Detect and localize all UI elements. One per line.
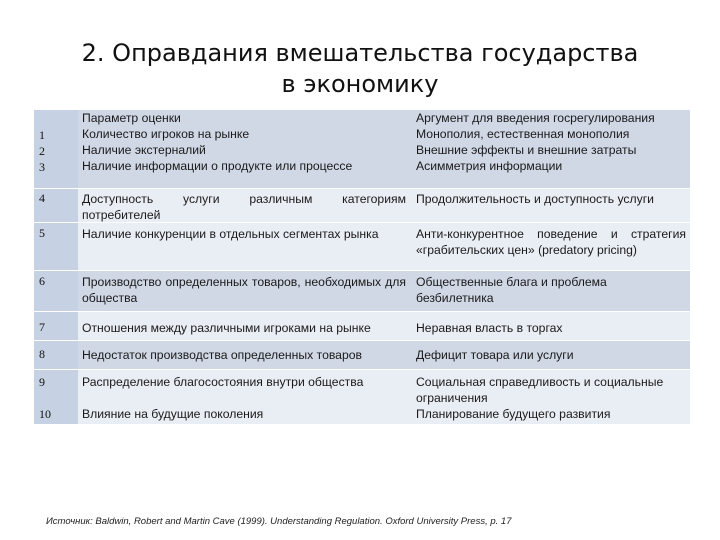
argument-text: Неравная власть в торгах: [410, 312, 690, 340]
argument-text: Продолжительность и доступность услуги: [410, 189, 690, 222]
row-number: 5: [34, 223, 78, 270]
argument-text: Внешние эффекты и внешние затраты: [416, 143, 637, 157]
parameter-cell: [78, 110, 410, 188]
parameter-text: Распределение благосостояния внутри общества: [82, 375, 364, 389]
row-number: 1: [39, 128, 45, 142]
table-row: [34, 189, 690, 222]
row-number: 10: [39, 407, 51, 421]
row-number: 9: [39, 375, 45, 389]
justification-table: [34, 110, 690, 425]
parameter-text: Влияние на будущие поколения: [82, 407, 264, 421]
slide-title-line2: в экономику: [281, 70, 439, 98]
argument-text: Социальная справедливость и социальные ограничения: [416, 375, 664, 405]
parameter-text: Доступность услуги различным категориям потребителей: [78, 189, 410, 222]
parameter-text: Недостаток производства определенных товаров: [78, 341, 410, 369]
slide-title: [0, 38, 720, 100]
row-number: 7: [34, 312, 78, 340]
parameter-text: Количество игроков на рынке: [82, 127, 250, 141]
argument-text: Монополия, естественная монополия: [416, 127, 630, 141]
header-parameter: Параметр оценки: [82, 111, 181, 125]
table-row: [34, 341, 690, 369]
row-number-cell: [34, 110, 78, 188]
argument-text: Дефицит товара или услуги: [410, 341, 690, 369]
argument-text: Планирование будущего развития: [416, 407, 611, 421]
header-argument: Аргумент для введения госрегулирования: [416, 111, 655, 125]
source-citation: Источник: Baldwin, Robert and Martin Cave (1999). Understanding Regulation. Oxford University Press, p. 17: [46, 516, 512, 527]
table-row-group-2: [34, 370, 690, 424]
argument-text: Асимметрия информации: [416, 159, 563, 173]
parameter-text: Наличие конкуренции в отдельных сегментах рынка: [78, 223, 410, 270]
parameter-text: Наличие экстерналий: [82, 143, 206, 157]
argument-cell: [410, 370, 690, 424]
argument-text: Общественные блага и проблема безбилетника: [410, 271, 690, 311]
parameter-text: Отношения между различными игроками на рынке: [78, 312, 410, 340]
row-number: 3: [39, 160, 45, 174]
argument-cell: [410, 110, 690, 188]
row-number: 8: [34, 341, 78, 369]
parameter-text: Производство определенных товаров, необходимых для общества: [78, 271, 410, 311]
row-number-cell: [34, 370, 78, 424]
table-row: [34, 271, 690, 311]
parameter-cell: [78, 370, 410, 424]
slide-title-line1: 2. Оправдания вмешательства государства: [81, 39, 639, 67]
row-number: 6: [34, 271, 78, 311]
table-row: [34, 223, 690, 270]
argument-text: Анти-конкурентное поведение и стратегия «грабительских цен» (predatory pricing): [410, 223, 690, 270]
row-number: 4: [34, 189, 78, 222]
table-row-group-1: [34, 110, 690, 188]
table-row: [34, 312, 690, 340]
parameter-text: Наличие информации о продукте или процессе: [82, 159, 353, 173]
row-number: 2: [39, 144, 45, 158]
